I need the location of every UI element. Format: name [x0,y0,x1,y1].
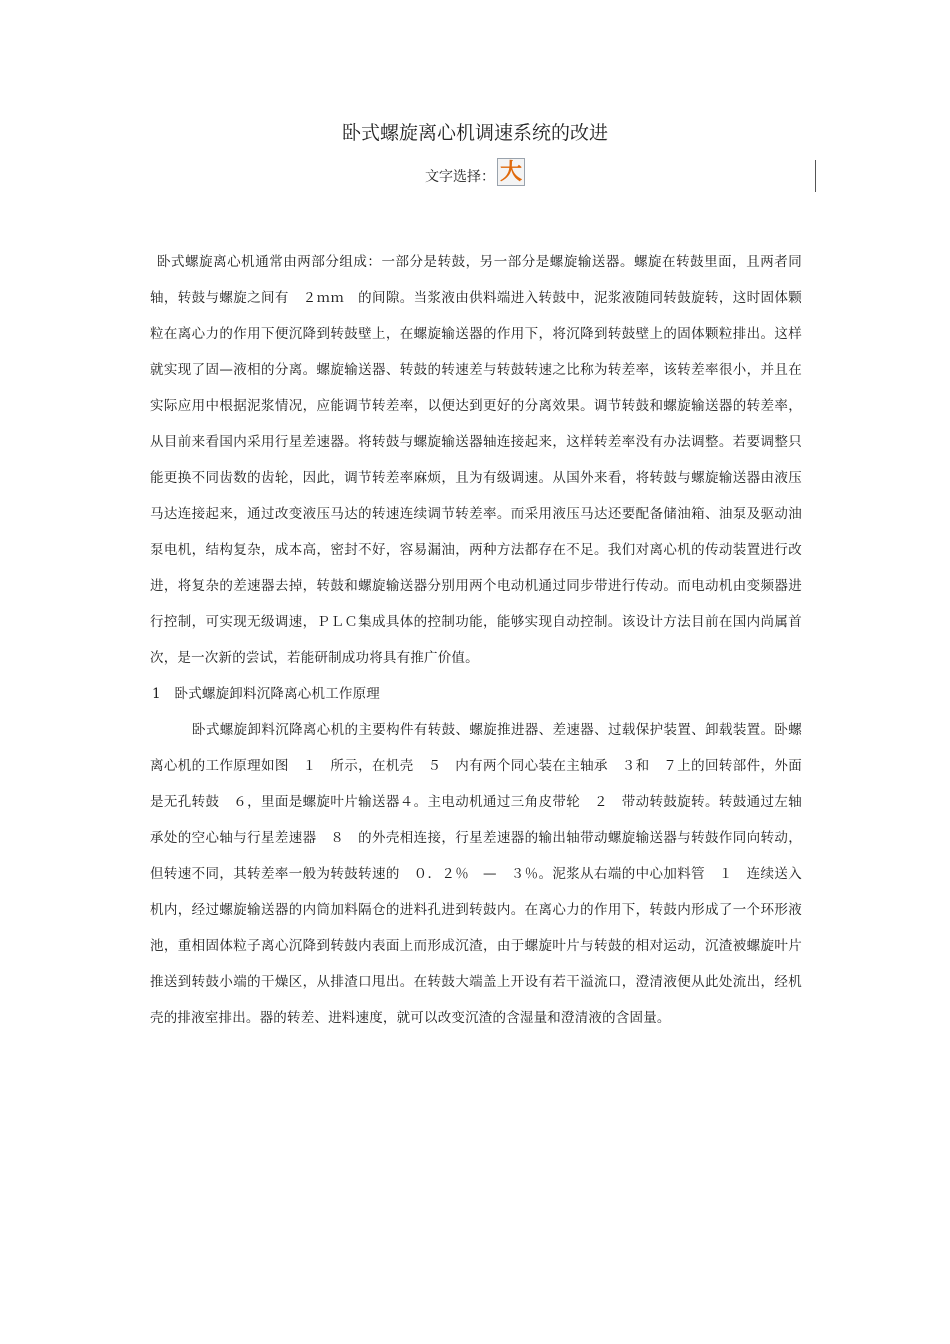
document-body [150,244,802,1036]
text-cursor-divider [815,160,816,192]
intro-paragraph: 卧式螺旋离心机通常由两部分组成：一部分是转鼓，另一部分是螺旋输送器。螺旋在转鼓里面，且两者同轴，转鼓与螺旋之间有 ２ｍｍ 的间隙。当浆液由供料端进入转鼓中，泥浆液随同转鼓旋转，这时固体颗粒在离心力的作用下便沉降到转鼓壁上，在螺旋输送器的作用下，将沉降到转鼓壁上的固体颗粒排出。这样就实现了固—液相的分离。螺旋输送器、转鼓的转速差与转鼓转速之比称为转差率，该转差率很小，并且在实际应用中根据泥浆情况，应能调节转差率，以便达到更好的分离效果。调节转鼓和螺旋输送器的转差率，从目前来看国内采用行星差速器。将转鼓与螺旋输送器轴连接起来，这样转差率没有办法调整。若要调整只能更换不同齿数的齿轮，因此，调节转差率麻烦，且为有级调速。从国外来看，将转鼓与螺旋输送器由液压马达连接起来，通过改变液压马达的转速连续调节转差率。而采用液压马达还要配备储油箱、油泵及驱动油泵电机，结构复杂，成本高，密封不好，容易漏油，两种方法都存在不足。我们对离心机的传动装置进行改进，将复杂的差速器去掉，转鼓和螺旋输送器分别用两个电动机通过同步带进行传动。而电动机由变频器进行控制，可实现无级调速，ＰＬＣ集成具体的控制功能，能够实现自动控制。该设计方法目前在国内尚属首次，是一次新的尝试，若能研制成功将具有推广价值。 [150,254,802,666]
principle-paragraph: 卧式螺旋卸料沉降离心机的主要构件有转鼓、螺旋推进器、差速器、过载保护装置、卸载装置。卧螺离心机的工作原理如图 １ 所示，在机壳 ５ 内有两个同心装在主轴承 ３和 ７上的回转部件，外面是无孔转鼓 ６，里面是螺旋叶片输送器４。主电动机通过三角皮带轮 ２ 带动转鼓旋转。转鼓通过左轴承处的空心轴与行星差速器 ８ 的外壳相连接，行星差速器的输出轴带动螺旋输送器与转鼓作同向转动，但转速不同，其转差率一般为转鼓转速的 ０．２％ — ３％。泥浆从右端的中心加料管 １ 连续送入机内，经过螺旋输送器的内筒加料隔仓的进料孔进到转鼓内。在离心力的作用下，转鼓内形成了一个环形液池，重相固体粒子离心沉降到转鼓内表面上而形成沉渣，由于螺旋叶片与转鼓的相对运动，沉渣被螺旋叶片推送到转鼓小端的干燥区，从排渣口甩出。在转鼓大端盖上开设有若干溢流口，澄清液便从此处流出，经机壳的排液室排出。器的转差、进料速度，就可以改变沉渣的含湿量和澄清液的含固量。 [150,722,802,1026]
document-title: 卧式螺旋离心机调速系统的改进 [341,122,608,144]
font-select-label: 文字选择： [425,169,495,185]
font-size-selector [0,159,950,190]
section-heading: 1 卧式螺旋卸料沉降离心机工作原理 [152,686,380,702]
large-font-button[interactable]: 大 [497,158,525,186]
